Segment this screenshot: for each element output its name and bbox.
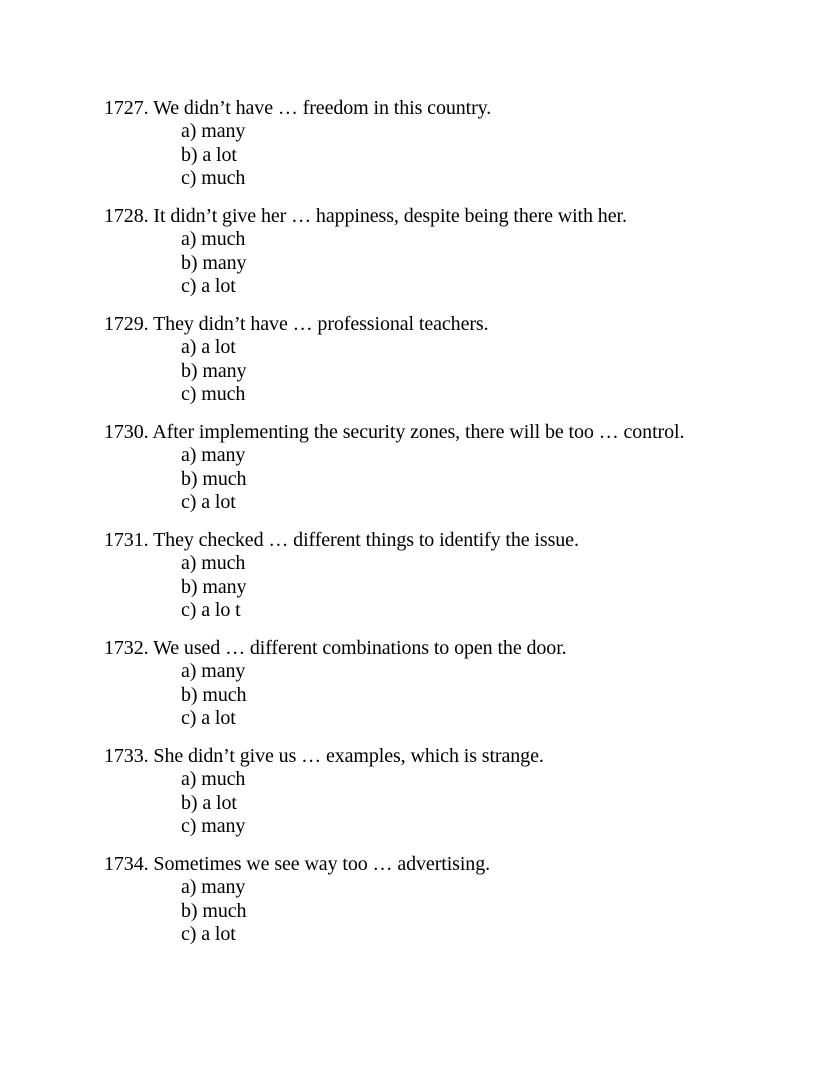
question-stem [104, 420, 828, 444]
question-1728 [0, 204, 828, 299]
question-number: 1731. [104, 529, 149, 551]
option-a: a) many [181, 120, 246, 142]
option-b: b) many [181, 251, 247, 274]
option-b: b) many [181, 359, 247, 382]
option-c: c) a lot [181, 707, 236, 729]
option-a: a) much [181, 768, 246, 790]
question-text: We used … different combinations to open the door. [153, 637, 567, 659]
question-text: She didn’t give us … examples, which is strange. [153, 745, 544, 767]
answer-options [181, 660, 828, 731]
question-number: 1728. [104, 205, 149, 227]
option-b: b) many [181, 575, 247, 598]
option-a: a) a lot [181, 336, 236, 358]
question-1727 [0, 96, 828, 191]
option-c: c) many [181, 815, 246, 837]
question-1729 [0, 312, 828, 407]
question-stem [104, 204, 828, 228]
option-b: b) a lot [181, 791, 237, 814]
question-stem [104, 312, 828, 336]
question-1731 [0, 528, 828, 623]
answer-options [181, 120, 828, 191]
answer-options [181, 876, 828, 947]
answer-options [181, 768, 828, 839]
option-b: b) much [181, 467, 247, 490]
option-a: a) much [181, 228, 246, 250]
answer-options [181, 228, 828, 299]
option-b: b) a lot [181, 143, 237, 166]
option-c: c) a lot [181, 275, 236, 297]
question-text: They didn’t have … professional teachers. [153, 313, 489, 335]
option-c: c) much [181, 167, 246, 189]
question-text: It didn’t give her … happiness, despite being there with her. [153, 205, 627, 227]
option-c: c) much [181, 383, 246, 405]
question-text: They checked … different things to identify the issue. [153, 529, 579, 551]
question-number: 1733. [104, 745, 149, 767]
option-b: b) much [181, 683, 247, 706]
question-1732 [0, 636, 828, 731]
question-1730 [0, 420, 828, 515]
question-number: 1730. [104, 421, 149, 443]
option-a: a) many [181, 660, 246, 682]
question-stem [104, 852, 828, 876]
option-c: c) a lo t [181, 599, 241, 621]
option-a: a) many [181, 444, 246, 466]
question-text: We didn’t have … freedom in this country. [153, 97, 492, 119]
question-number: 1734. [104, 853, 149, 875]
answer-options [181, 444, 828, 515]
question-number: 1732. [104, 637, 149, 659]
option-a: a) much [181, 552, 246, 574]
answer-options [181, 552, 828, 623]
question-number: 1727. [104, 97, 149, 119]
question-number: 1729. [104, 313, 149, 335]
option-c: c) a lot [181, 923, 236, 945]
question-stem [104, 96, 828, 120]
worksheet-page [0, 96, 828, 960]
question-1733 [0, 744, 828, 839]
question-text: After implementing the security zones, there will be too … control. [152, 421, 685, 443]
option-c: c) a lot [181, 491, 236, 513]
question-stem [104, 744, 828, 768]
option-a: a) many [181, 876, 246, 898]
option-b: b) much [181, 899, 247, 922]
question-stem [104, 636, 828, 660]
question-1734 [0, 852, 828, 947]
question-stem [104, 528, 828, 552]
question-text: Sometimes we see way too … advertising. [153, 853, 491, 875]
answer-options [181, 336, 828, 407]
